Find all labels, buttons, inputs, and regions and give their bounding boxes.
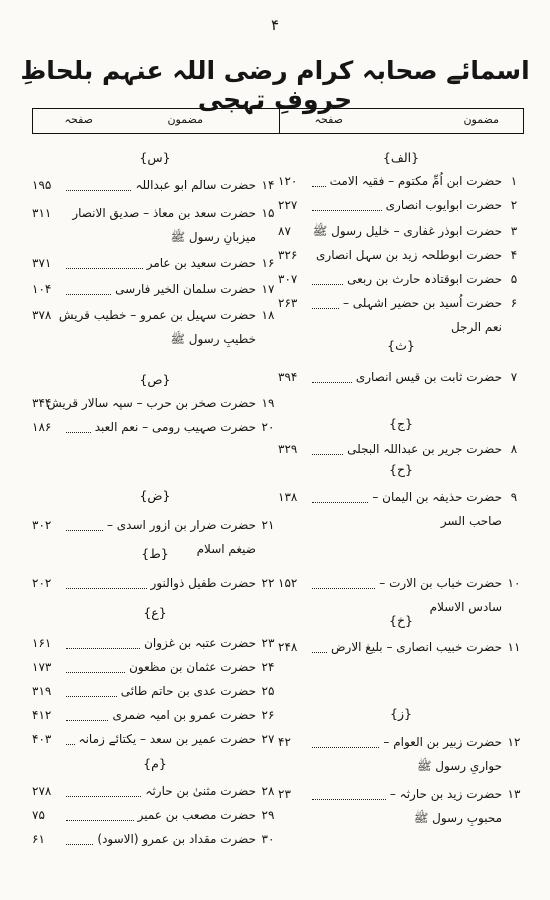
entry-number: ۲۵ — [261, 684, 275, 698]
entry-page: ۳۷۸ — [32, 308, 52, 322]
index-entry — [32, 254, 278, 280]
entry-page: ۳۱۱ — [32, 206, 52, 220]
entry-continuation: خطیبِ رسول ﷺ — [170, 332, 256, 346]
entry-number: ۱۷ — [261, 282, 275, 296]
entry-name: حضرت صخر بن حرب – سپہ سالار قریش — [47, 396, 256, 410]
section-letter: {ط} — [141, 546, 169, 561]
entry-name: حضرت سعید بن عامر — [146, 256, 256, 270]
index-entry — [278, 246, 524, 272]
section-letter: {ض} — [139, 488, 171, 503]
leader-dots — [312, 652, 327, 653]
entry-name: حضرت ابن اُمِّ مکتوم – فقیہ الامت — [329, 174, 502, 188]
entry-name: حضرت زبیر بن العوام – — [383, 735, 502, 749]
entry-name: حضرت خبیب انصاری – بلیغ الارض — [331, 640, 502, 654]
index-entry — [32, 574, 278, 600]
index-entry — [32, 658, 278, 684]
entry-page: ۲۳ — [278, 787, 291, 801]
entry-name: حضرت زید بن حارثہ – — [389, 787, 502, 801]
index-entry — [278, 294, 524, 334]
left-column — [32, 140, 278, 846]
entry-number: ۱۲ — [507, 735, 521, 749]
index-entry — [278, 172, 524, 198]
leader-dots — [66, 720, 108, 721]
left-subject-header: مضمون — [167, 113, 203, 126]
entry-name: حضرت مقداد بن عمرو (الاسود) — [97, 832, 256, 846]
entry-number: ۳۰ — [261, 832, 275, 846]
entry-name: حضرت اُسید بن حضیر اشہلی – — [342, 296, 502, 310]
leader-dots — [66, 530, 103, 531]
leader-dots — [312, 382, 352, 383]
entry-name: حضرت جریر بن عبداللہ البجلی — [347, 442, 502, 456]
entry-continuation: محبوبِ رسول ﷺ — [413, 811, 502, 825]
entry-name: حضرت طفیل ذوالنور — [150, 576, 256, 590]
entry-page: ۳۲۶ — [278, 248, 298, 262]
leader-dots — [312, 454, 343, 455]
index-entry — [32, 782, 278, 808]
entry-number: ۱ — [510, 174, 518, 188]
entry-continuation: میزبانِ رسول ﷺ — [170, 230, 256, 244]
entry-number: ۲۴ — [261, 660, 275, 674]
index-header — [32, 108, 524, 134]
entry-name: حضرت سعد بن معاذ – صدیق الانصار — [72, 206, 256, 220]
left-page-header: صفحہ — [64, 113, 93, 126]
leader-dots — [312, 502, 368, 503]
leader-dots — [66, 820, 134, 821]
entry-continuation: حواریِ رسول ﷺ — [416, 759, 502, 773]
leader-dots — [66, 588, 147, 589]
entry-page: ۳۴۴ — [32, 396, 52, 410]
index-entry — [278, 785, 524, 825]
index-entry — [278, 270, 524, 296]
entry-number: ۲ — [510, 198, 518, 212]
entry-page: ۱۶۱ — [32, 636, 52, 650]
section-letter: {الف} — [382, 150, 420, 165]
entry-page: ۳۷۱ — [32, 256, 52, 270]
index-entry — [278, 222, 524, 248]
entry-page: ۱۸۶ — [32, 420, 52, 434]
index-entry — [32, 204, 278, 244]
entry-number: ۱۶ — [261, 256, 275, 270]
entry-number: ۲۷ — [261, 732, 275, 746]
index-entry — [278, 638, 524, 664]
entry-continuation: صاحب السر — [440, 514, 502, 528]
entry-name: حضرت ابوطلحہ زید بن سہل انصاری — [316, 248, 502, 262]
index-entry — [278, 733, 524, 773]
entry-page: ۳۰۷ — [278, 272, 298, 286]
entry-page: ۱۹۵ — [32, 178, 52, 192]
entry-name: حضرت عمیر بن سعد – یکتائے زمانہ — [78, 732, 256, 746]
entry-number: ۹ — [510, 490, 518, 504]
entry-page: ۱۰۴ — [32, 282, 52, 296]
leader-dots — [312, 308, 339, 309]
entry-name: حضرت حذیفہ بن الیمان – — [372, 490, 502, 504]
section-letter: {ص} — [139, 372, 171, 387]
section-letter: {ز} — [390, 706, 412, 721]
leader-dots — [66, 672, 125, 673]
entry-page: ۸۷ — [278, 224, 291, 238]
entry-page: ۱۷۳ — [32, 660, 52, 674]
entry-name: حضرت ابوذر غفاری – خلیل رسول ﷺ — [312, 224, 502, 238]
entry-name: حضرت عدی بن حاتم طائی — [120, 684, 256, 698]
right-page-header: صفحہ — [314, 113, 343, 126]
entry-page: ۳۹۴ — [278, 370, 298, 384]
leader-dots — [66, 268, 143, 269]
leader-dots — [66, 190, 131, 191]
entry-name: حضرت ابوایوب انصاری — [385, 198, 502, 212]
index-entry — [32, 806, 278, 832]
entry-number: ۵ — [510, 272, 518, 286]
entry-number: ۶ — [510, 296, 518, 310]
entry-name: حضرت مثنیٰ بن حارثہ — [145, 784, 256, 798]
leader-dots — [66, 432, 91, 433]
entry-number: ۷ — [510, 370, 518, 384]
entry-name: حضرت سلمان الخیر فارسی — [115, 282, 256, 296]
entry-page: ۴۲ — [278, 735, 291, 749]
section-letter: {ث} — [387, 338, 415, 353]
index-entry — [278, 488, 524, 528]
entry-continuation: سادس الاسلام — [429, 600, 502, 614]
entry-page: ۳۰۲ — [32, 518, 52, 532]
entry-name: حضرت عمرو بن امیہ ضمری — [112, 708, 256, 722]
entry-number: ۲۰ — [261, 420, 275, 434]
entry-name: حضرت ضرار بن ازور اسدی – — [106, 518, 256, 532]
section-letter: {ح} — [389, 462, 413, 477]
index-entry — [32, 682, 278, 708]
entry-number: ۳ — [510, 224, 518, 238]
entry-page: ۱۵۲ — [278, 576, 298, 590]
entry-name: حضرت خباب بن الارت – — [379, 576, 502, 590]
index-entry — [278, 440, 524, 466]
index-entry — [278, 196, 524, 222]
page-number: ۴ — [270, 16, 280, 34]
leader-dots — [66, 844, 93, 845]
index-entry — [32, 306, 278, 346]
right-column — [278, 140, 524, 840]
page-title: اسمائے صحابہ کرام رضی اللہ عنہم بلحاظِ حروفِ تہجی — [20, 56, 530, 114]
entry-name: حضرت عتبہ بن غزوان — [144, 636, 256, 650]
leader-dots — [312, 186, 326, 187]
entry-number: ۲۱ — [261, 518, 275, 532]
entry-number: ۱۱ — [507, 640, 521, 654]
section-letter: {ج} — [389, 416, 413, 431]
entry-number: ۲۲ — [261, 576, 275, 590]
section-letter: {خ} — [389, 613, 413, 628]
header-divider — [279, 109, 280, 133]
leader-dots — [312, 210, 382, 211]
index-entry — [32, 730, 278, 756]
leader-dots — [66, 744, 75, 745]
index-entry — [278, 368, 524, 394]
entry-continuation: نعم الرجل — [450, 320, 502, 334]
entry-page: ۱۳۸ — [278, 490, 298, 504]
index-entry — [32, 176, 278, 202]
section-letter: {م} — [143, 756, 167, 771]
leader-dots — [66, 294, 111, 295]
entry-number: ۲۹ — [261, 808, 275, 822]
entry-number: ۲۶ — [261, 708, 275, 722]
index-entry — [32, 280, 278, 306]
entry-page: ۲۷۸ — [32, 784, 52, 798]
entry-page: ۷۵ — [32, 808, 45, 822]
section-letter: {س} — [139, 150, 171, 165]
entry-number: ۱۹ — [261, 396, 275, 410]
index-entry — [32, 830, 278, 856]
entry-name: حضرت ثابت بن قیس انصاری — [355, 370, 502, 384]
entry-number: ۱۰ — [507, 576, 521, 590]
entry-number: ۱۸ — [261, 308, 275, 322]
entry-page: ۴۱۲ — [32, 708, 52, 722]
entry-number: ۴ — [510, 248, 518, 262]
entry-page: ۲۲۷ — [278, 198, 298, 212]
right-subject-header: مضمون — [463, 113, 499, 126]
entry-page: ۲۶۳ — [278, 296, 298, 310]
leader-dots — [66, 796, 141, 797]
entry-page: ۴۰۳ — [32, 732, 52, 746]
index-entry — [32, 516, 278, 556]
entry-number: ۲۳ — [261, 636, 275, 650]
entry-page: ۳۱۹ — [32, 684, 52, 698]
index-entry — [32, 706, 278, 732]
leader-dots — [66, 648, 140, 649]
index-entry — [32, 418, 278, 444]
entry-name: حضرت مصعب بن عمیر — [137, 808, 256, 822]
entry-page: ۲۴۸ — [278, 640, 298, 654]
entry-number: ۱۵ — [261, 206, 275, 220]
entry-name: حضرت عثمان بن مظعون — [129, 660, 256, 674]
entry-name: حضرت سالم ابو عبداللہ — [135, 178, 256, 192]
entry-number: ۲۸ — [261, 784, 275, 798]
section-letter: {ع} — [143, 605, 167, 620]
entry-page: ۶۱ — [32, 832, 45, 846]
entry-page: ۱۲۰ — [278, 174, 298, 188]
entry-page: ۲۰۲ — [32, 576, 52, 590]
index-entry — [32, 634, 278, 660]
entry-number: ۱۴ — [261, 178, 275, 192]
leader-dots — [312, 747, 379, 748]
index-entry — [278, 574, 524, 614]
index-entry — [32, 394, 278, 420]
leader-dots — [66, 696, 117, 697]
entry-page: ۳۲۹ — [278, 442, 298, 456]
entry-number: ۱۳ — [507, 787, 521, 801]
entry-continuation: ضیغم اسلام — [196, 542, 256, 556]
leader-dots — [312, 284, 343, 285]
entry-name: حضرت سہیل بن عمرو – خطیب قریش — [58, 308, 256, 322]
entry-name: حضرت صہیب رومی – نعم العبد — [94, 420, 256, 434]
entry-name: حضرت ابوقتادہ حارث بن ربعی — [347, 272, 502, 286]
leader-dots — [312, 799, 386, 800]
entry-number: ۸ — [510, 442, 518, 456]
leader-dots — [312, 588, 375, 589]
